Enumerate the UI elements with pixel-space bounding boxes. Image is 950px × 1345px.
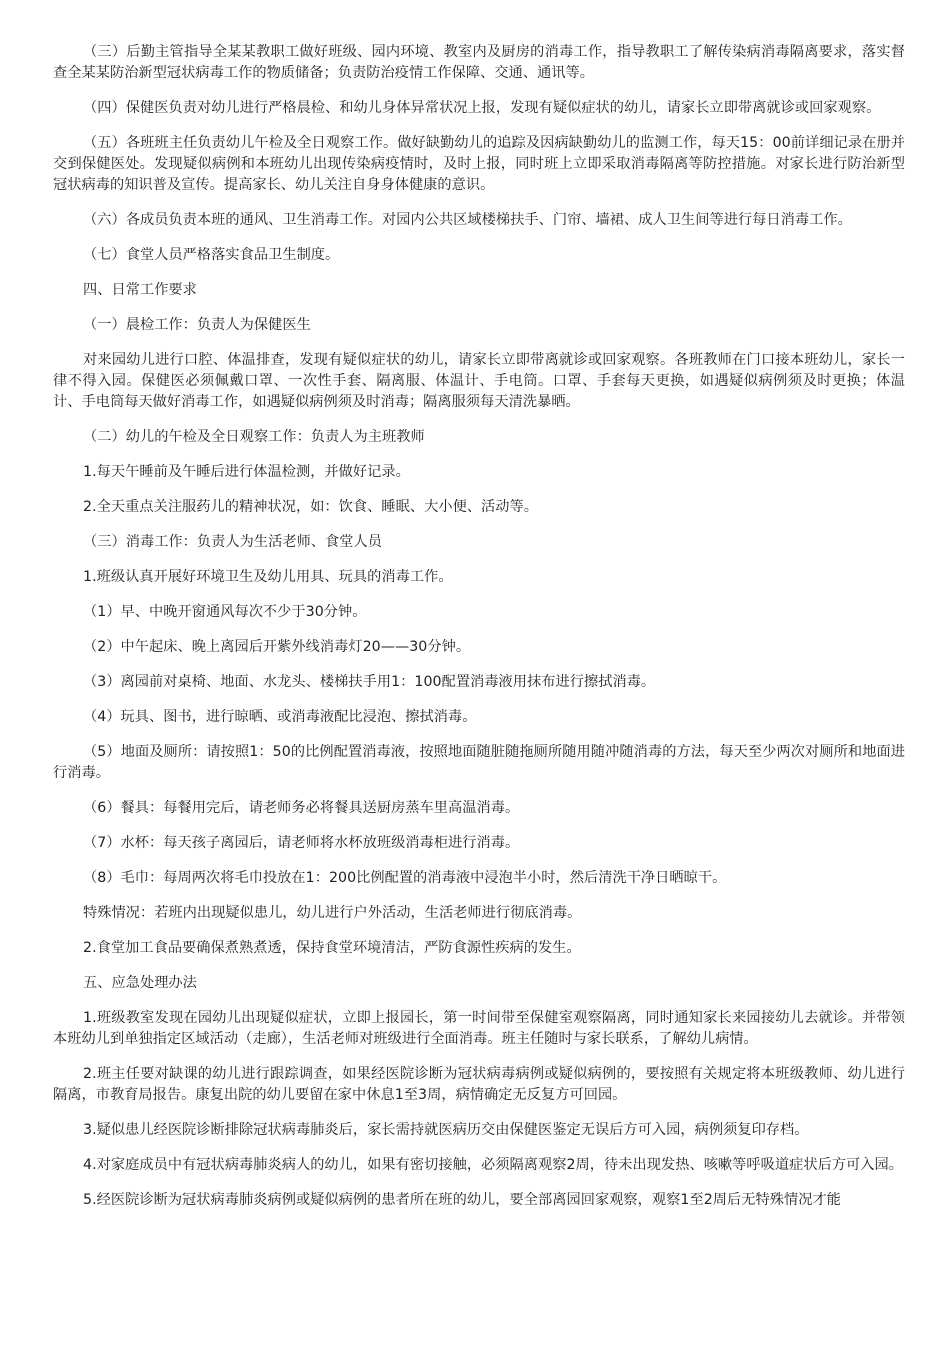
list-item-temperature: 1.每天午睡前及午睡后进行体温检测，并做好记录。 bbox=[83, 464, 410, 480]
section-heading-daily-requirements: 四、日常工作要求 bbox=[83, 282, 197, 298]
list-item-emergency-3: 3.疑似患儿经医院诊断排除冠状病毒肺炎后，家长需持就医病历交由保健医鉴定无误后方可入园，病例须复印存档。 bbox=[83, 1122, 809, 1138]
list-item-cups: （7）水杯：每天孩子离园后，请老师将水杯放班级消毒柜进行消毒。 bbox=[83, 835, 520, 851]
list-item-uv-lamp: （2）中午起床、晚上离园后开紫外线消毒灯20——30分钟。 bbox=[83, 639, 471, 655]
list-item-emergency-2: 2.班主任要对缺课的幼儿进行跟踪调查，如果经医院诊断为冠状病毒病例或疑似病例的，要按照有关规定将本班级教师、幼儿进行隔离，市教育局报告。康复出院的幼儿要留在家中休息1至3周，病情确定无反复方可回园。 bbox=[53, 1066, 905, 1103]
list-item-towels: （8）毛巾：每周两次将毛巾投放在1：200比例配置的消毒液中浸泡半小时，然后清洗干净日晒晾干。 bbox=[83, 870, 727, 886]
paragraph-special-case: 特殊情况：若班内出现疑似患儿，幼儿进行户外活动，生活老师进行彻底消毒。 bbox=[83, 905, 582, 921]
list-item-emergency-1: 1.班级教室发现在园幼儿出现疑似症状，立即上报园长，第一时间带至保健室观察隔离，同时通知家长来园接幼儿去就诊。并带领本班幼儿到单独指定区域活动（走廊），生活老师对班级进行全面消毒。班主任随时与家长联系，了解幼儿病情。 bbox=[53, 1010, 905, 1047]
list-item-class-disinfection: 1.班级认真开展好环境卫生及幼儿用具、玩具的消毒工作。 bbox=[83, 569, 453, 585]
list-item-medication-watch: 2.全天重点关注服药儿的精神状况，如：饮食、睡眠、大小便、活动等。 bbox=[83, 499, 539, 515]
subheading-morning-check: （一）晨检工作：负责人为保健医生 bbox=[83, 317, 311, 333]
list-item-floor-toilet: （5）地面及厕所：请按照1：50的比例配置消毒液，按照地面随脏随拖厕所随用随冲随消毒的方法，每天至少两次对厕所和地面进行消毒。 bbox=[53, 744, 905, 781]
paragraph-logistics-duty: （三）后勤主管指导全某某教职工做好班级、园内环境、教室内及厨房的消毒工作，指导教职工了解传染病消毒隔离要求，落实督查全某某防治新型冠状病毒工作的物质储备；负责防治疫情工作保障、交通、通讯等。 bbox=[53, 44, 905, 81]
paragraph-health-doctor-duty: （四）保健医负责对幼儿进行严格晨检、和幼儿身体异常状况上报，发现有疑似症状的幼儿，请家长立即带离就诊或回家观察。 bbox=[83, 100, 881, 116]
paragraph-member-duty: （六）各成员负责本班的通风、卫生消毒工作。对园内公共区域楼梯扶手、门帘、墙裙、成人卫生间等进行每日消毒工作。 bbox=[83, 212, 852, 228]
paragraph-morning-check: 对来园幼儿进行口腔、体温排查，发现有疑似症状的幼儿，请家长立即带离就诊或回家观察。各班教师在门口接本班幼儿，家长一律不得入园。保健医必须佩戴口罩、一次性手套、隔离服、体温计、手电筒。口罩、手套每天更换，如遇疑似病例须及时更换；体温计、手电筒每天做好消毒工作，如遇疑似病例须及时消毒；隔离服须每天清洗暴晒。 bbox=[53, 352, 905, 410]
paragraph-canteen-duty: （七）食堂人员严格落实食品卫生制度。 bbox=[83, 247, 340, 263]
paragraph-class-teacher-duty: （五）各班班主任负责幼儿午检及全日观察工作。做好缺勤幼儿的追踪及因病缺勤幼儿的监测工作，每天15：00前详细记录在册并交到保健医处。发现疑似病例和本班幼儿出现传染病疫情时，及时上报，同时班上立即采取消毒隔离等防控措施。对家长进行防治新型冠状病毒的知识普及宣传。提高家长、幼儿关注自身身体健康的意识。 bbox=[53, 135, 905, 193]
document-page bbox=[53, 42, 905, 1225]
list-item-emergency-5: 5.经医院诊断为冠状病毒肺炎病例或疑似病例的患者所在班的幼儿，要全部离园回家观察，观察1至2周后无特殊情况才能 bbox=[83, 1192, 841, 1208]
list-item-tableware: （6）餐具：每餐用完后，请老师务必将餐具送厨房蒸车里高温消毒。 bbox=[83, 800, 520, 816]
list-item-toys-books: （4）玩具、图书，进行晾晒、或消毒液配比浸泡、擦拭消毒。 bbox=[83, 709, 477, 725]
list-item-ventilation: （1）早、中晚开窗通风每次不少于30分钟。 bbox=[83, 604, 367, 620]
list-item-emergency-4: 4.对家庭成员中有冠状病毒肺炎病人的幼儿，如果有密切接触，必须隔离观察2周，待未出现发热、咳嗽等呼吸道症状后方可入园。 bbox=[83, 1157, 904, 1173]
section-heading-emergency: 五、应急处理办法 bbox=[83, 975, 197, 991]
subheading-noon-check: （二）幼儿的午检及全日观察工作：负责人为主班教师 bbox=[83, 429, 425, 445]
list-item-surface-wipe: （3）离园前对桌椅、地面、水龙头、楼梯扶手用1：100配置消毒液用抹布进行擦拭消毒。 bbox=[83, 674, 656, 690]
list-item-canteen-food: 2.食堂加工食品要确保煮熟煮透，保持食堂环境清洁，严防食源性疾病的发生。 bbox=[83, 940, 581, 956]
subheading-disinfection: （三）消毒工作：负责人为生活老师、食堂人员 bbox=[83, 534, 382, 550]
